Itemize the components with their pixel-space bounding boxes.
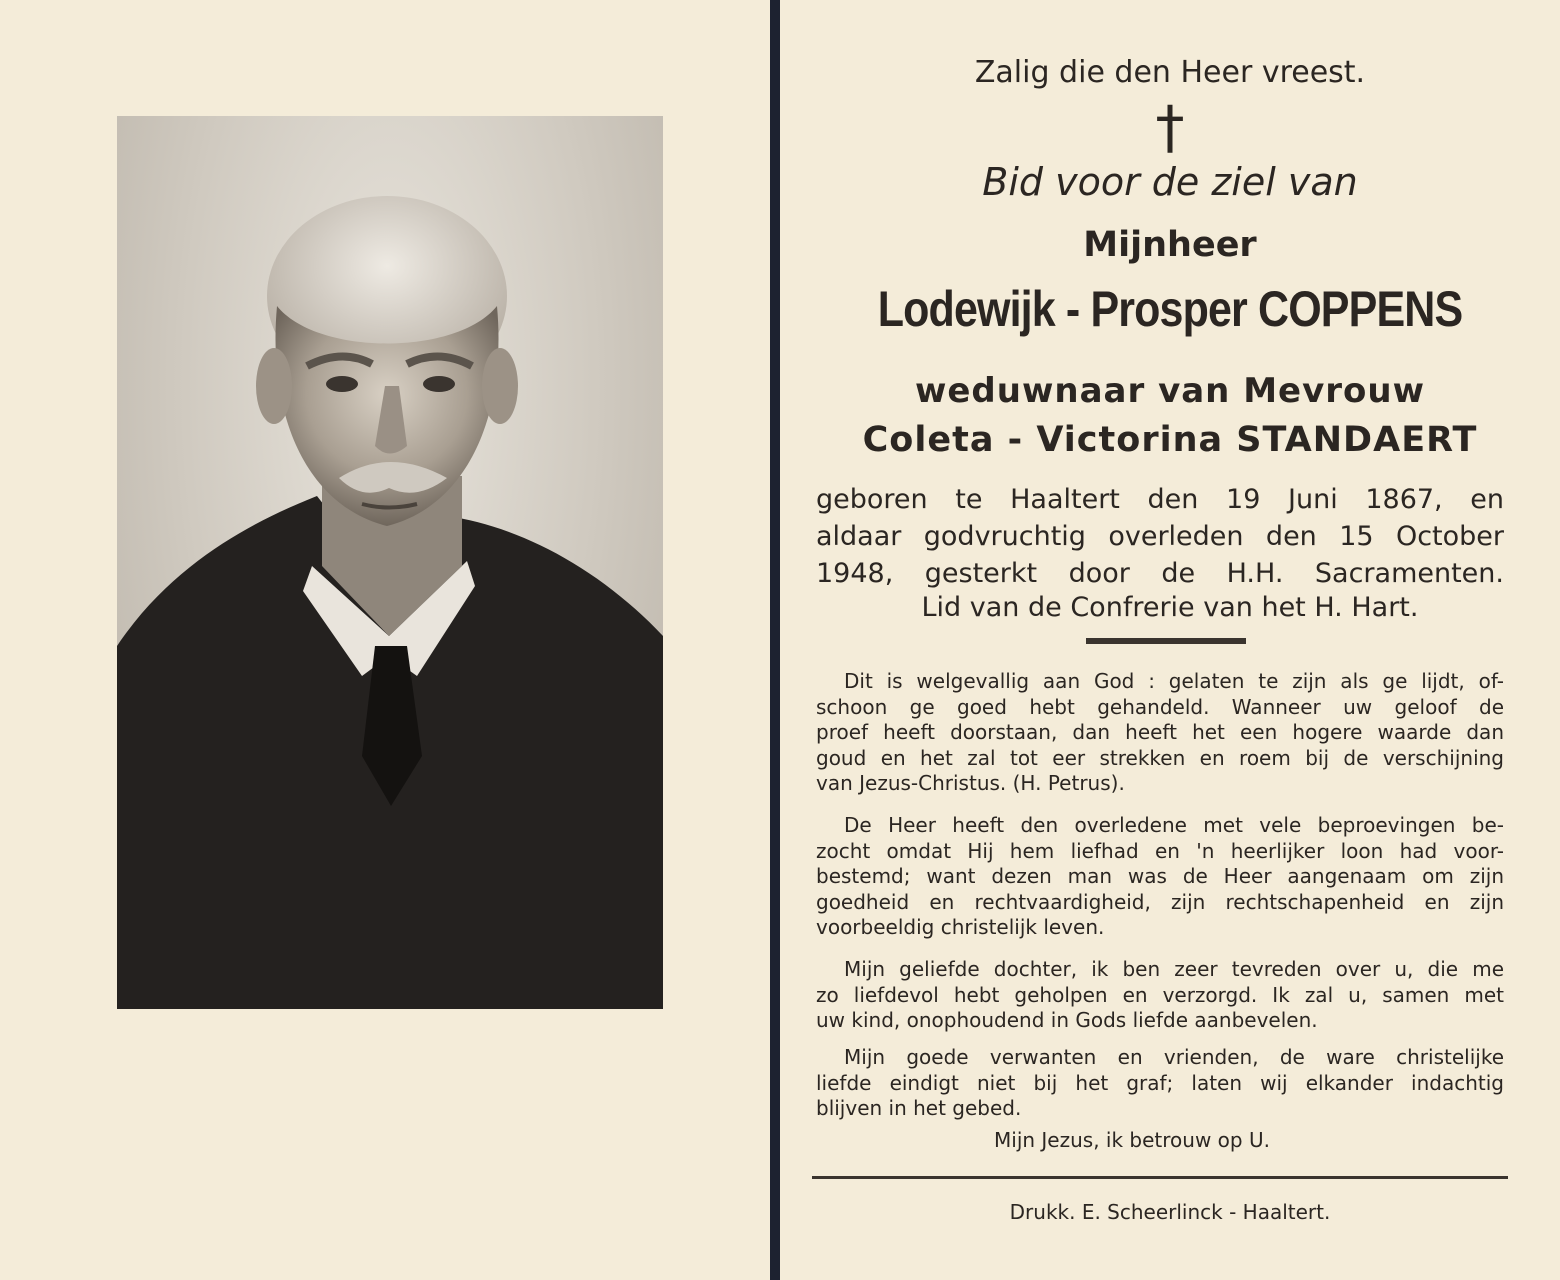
- paragraph-line: De Heer heeft den overledene met vele beproevingen be-: [844, 813, 1504, 837]
- daughter-paragraph: [816, 957, 1504, 1034]
- scripture-paragraph: [816, 669, 1504, 797]
- paragraph-line: goud en het zal tot eer strekken en roem bij de verschijning: [816, 745, 1504, 770]
- paragraph-line: bestemd; want dezen man was de Heer aangenaam om zijn: [816, 864, 1504, 888]
- honorific: Mijnheer: [1083, 225, 1257, 265]
- deceased-name: Lodewijk - Prosper COPPENS: [877, 281, 1463, 337]
- portrait-card: [0, 0, 770, 1280]
- tribute-paragraph: [816, 813, 1504, 941]
- spouse-relation: weduwnaar van Mevrouw: [914, 371, 1426, 411]
- relatives-paragraph: [816, 1045, 1504, 1122]
- divider-long: [812, 1176, 1508, 1179]
- paragraph-line: zo liefdevol hebt geholpen en verzorgd. Ik zal u, samen met: [816, 982, 1504, 1007]
- obituary-text-card: [780, 0, 1560, 1280]
- divider-short: [1086, 638, 1246, 644]
- bio-line: aldaar godvruchtig overleden den 15 October: [816, 521, 1504, 552]
- paragraph-line: Mijn goede verwanten en vrienden, de ware christelijke: [844, 1045, 1504, 1069]
- bio-line: geboren te Haaltert den 19 Juni 1867, en: [816, 484, 1504, 515]
- portrait-illustration: [117, 116, 663, 1009]
- paragraph-line: Dit is welgevallig aan God : gelaten te zijn als ge lijdt, of-: [844, 669, 1504, 693]
- printer-credit: Drukk. E. Scheerlinck - Haaltert.: [1009, 1200, 1331, 1224]
- paragraph-line: Mijn geliefde dochter, ik ben zeer tevreden over u, die me: [844, 957, 1504, 981]
- paragraph-line: uw kind, onophoudend in Gods liefde aanbevelen.: [816, 1008, 1318, 1032]
- paragraph-line: van Jezus-Christus. (H. Petrus).: [816, 771, 1125, 795]
- paragraph-line: zocht omdat Hij hem liefhad en 'n heerlijker loon had voor-: [816, 838, 1504, 863]
- cross-icon: †: [1155, 93, 1185, 161]
- spouse-name: Coleta - Victorina STANDAERT: [862, 420, 1478, 460]
- paragraph-line: goedheid en rechtvaardigheid, zijn rechtschapenheid en zijn: [816, 889, 1504, 914]
- paragraph-line: voorbeeldig christelijk leven.: [816, 915, 1105, 939]
- prayer-line: Bid voor de ziel van: [982, 160, 1358, 204]
- closing-prayer: Mijn Jezus, ik betrouw op U.: [994, 1128, 1270, 1152]
- bio-line: 1948, gesterkt door de H.H. Sacramenten.: [816, 558, 1504, 589]
- paragraph-line: proef heeft doorstaan, dan heeft het een hogere waarde dan: [816, 720, 1504, 744]
- portrait-photo: [117, 116, 663, 1009]
- paragraph-line: schoon ge goed hebt gehandeld. Wanneer uw geloof de: [816, 694, 1504, 719]
- paragraph-line: blijven in het gebed.: [816, 1096, 1022, 1120]
- paragraph-line: liefde eindigt niet bij het graf; laten wij elkander indachtig: [816, 1070, 1504, 1095]
- membership-line: Lid van de Confrerie van het H. Hart.: [921, 592, 1419, 623]
- motto: Zalig die den Heer vreest.: [974, 55, 1366, 90]
